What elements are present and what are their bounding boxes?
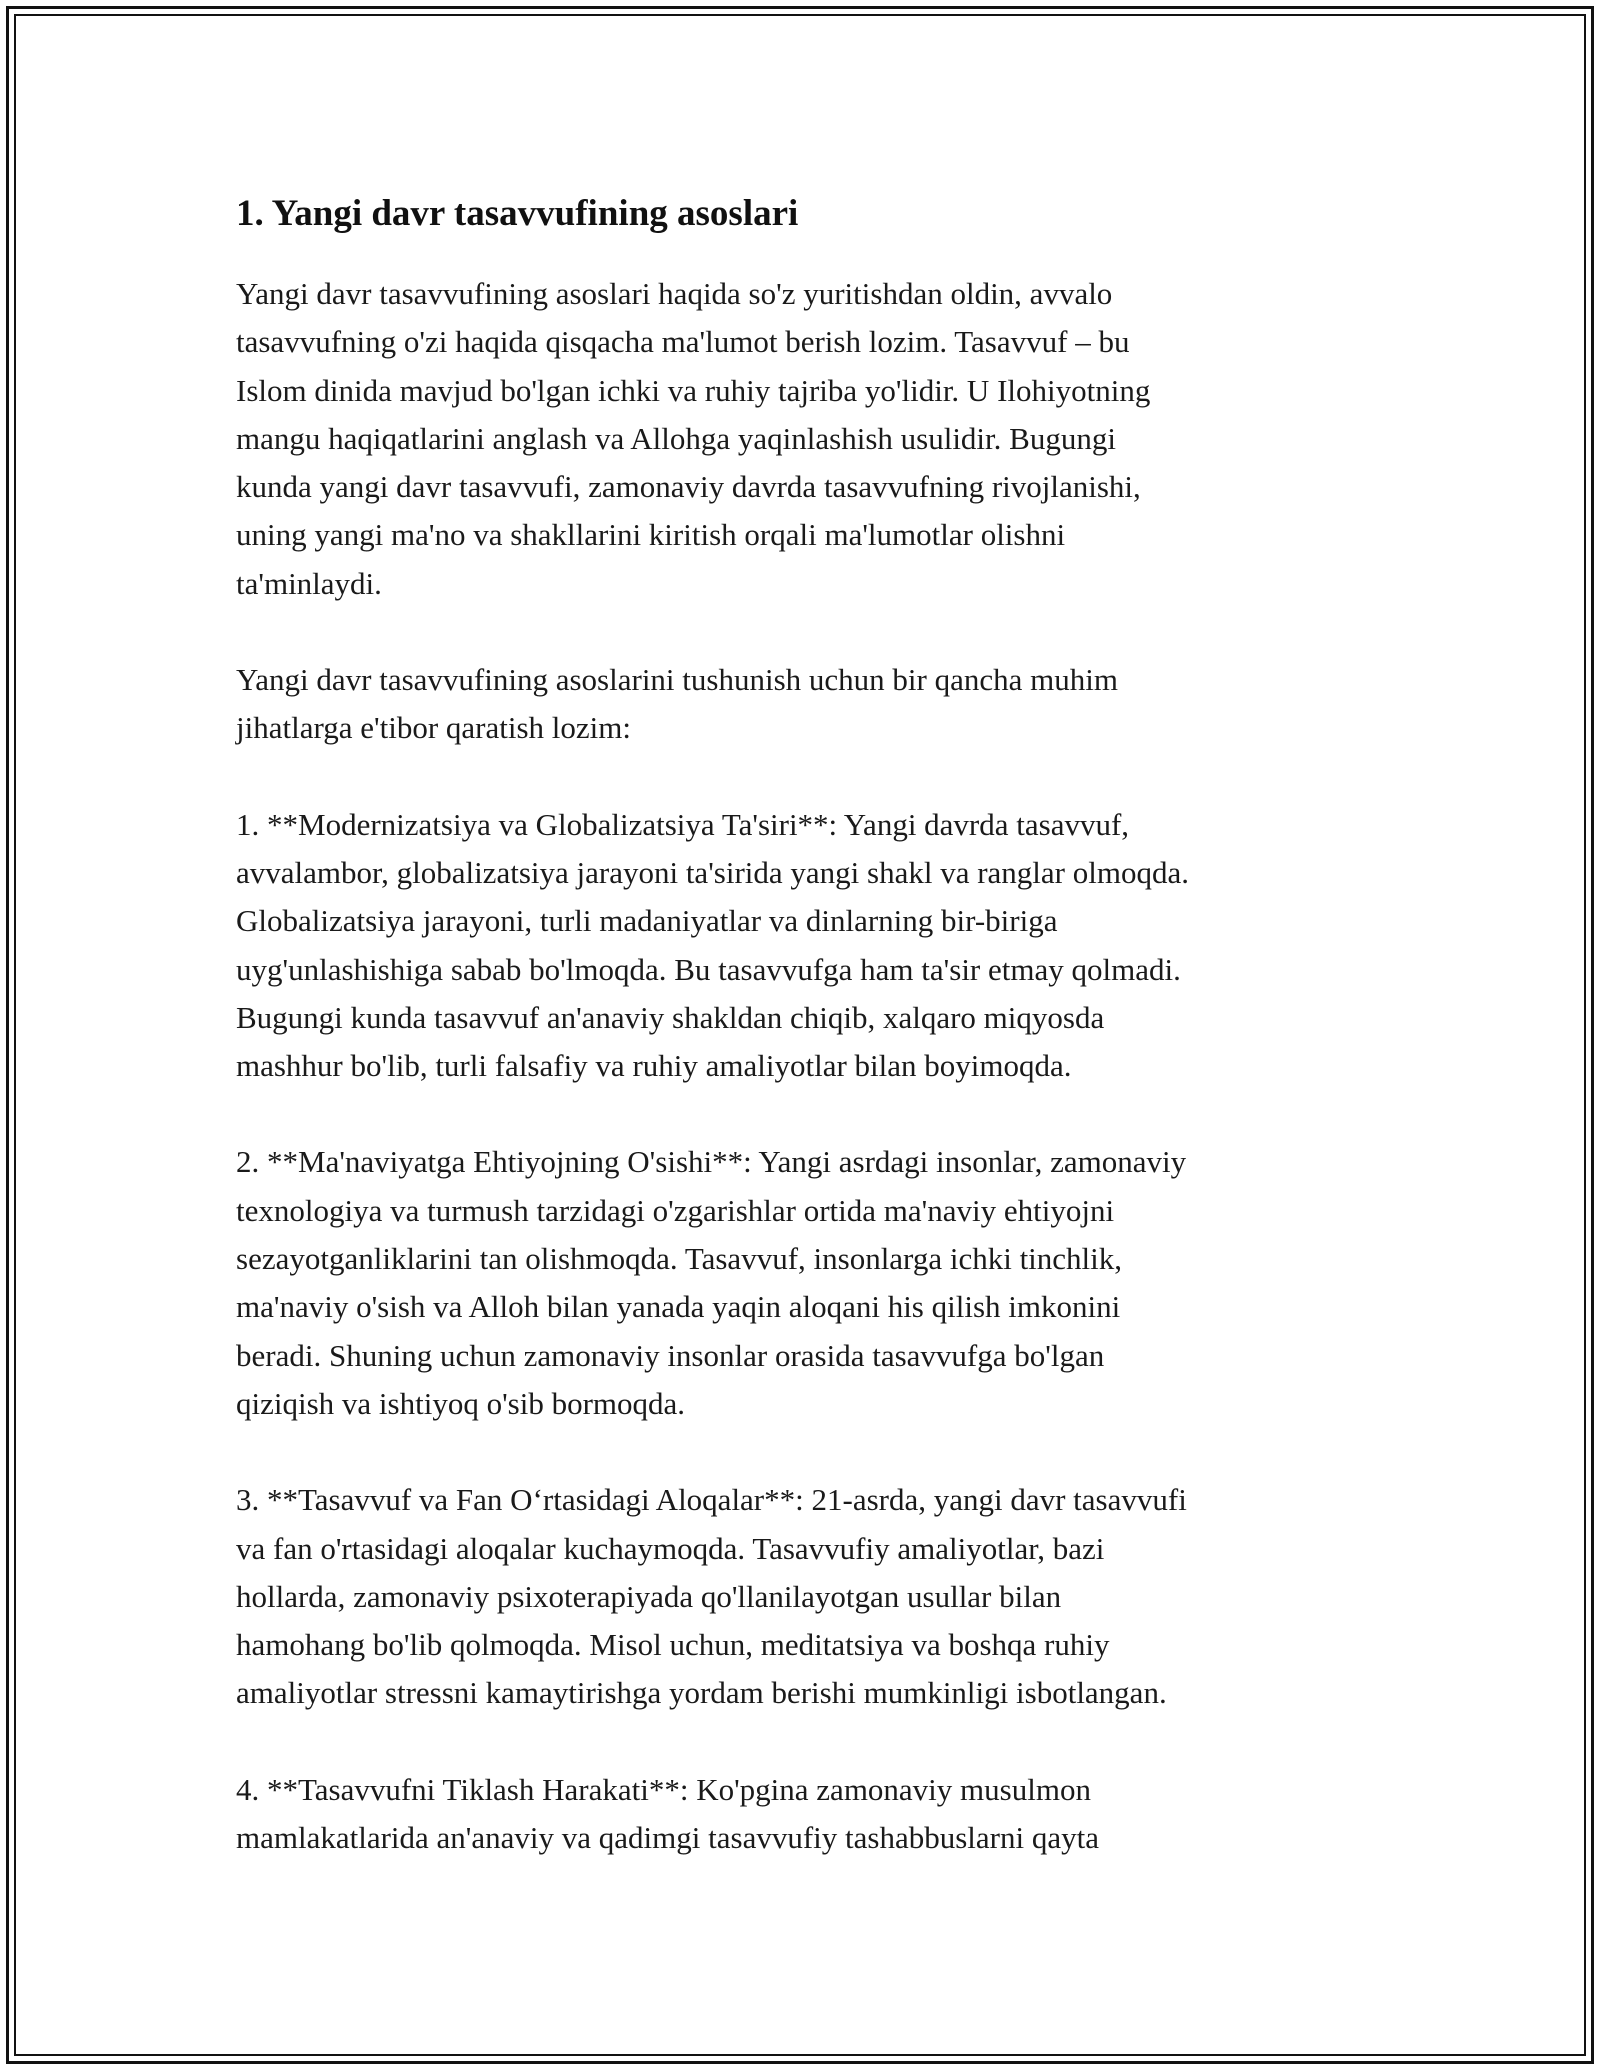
list-item-spirituality: 2. **Ma'naviyatga Ehtiyojning O'sishi**: Yangi asrdagi insonlar, zamonaviy texnologiya va turmush tarzidagi o'zgarishlar ortida ma'naviy ehtiyojni sezayotganliklarini tan olishmoqda. Tasavvuf, insonlarga ichki tinchlik, ma'naviy o'sish va Alloh bilan yanada yaqin aloqani his qilish imkonini beradi. Shuning uchun zamonaviy insonlar orasida tasavvufga bo'lgan qiziqish va ishtiyoq o'sib bormoqda. <box>236 1144 1187 1421</box>
section-heading: 1. Yangi davr tasavvufining asoslari <box>236 193 799 234</box>
list-item-revival: 4. **Tasavvufni Tiklash Harakati**: Ko'pgina zamonaviy musulmon mamlakatlarida an'anaviy va qadimgi tasavvufiy tashabbuslarni qayta <box>236 1771 1099 1856</box>
lead-in-paragraph: Yangi davr tasavvufining asoslarini tushunish uchun bir qancha muhim jihatlarga e'tibor qaratish lozim: <box>236 662 1118 746</box>
list-item-modernization: 1. **Modernizatsiya va Globalizatsiya Ta'siri**: Yangi davrda tasavvuf, avvalambor, globalizatsiya jarayoni ta'sirida yangi shakl va ranglar olmoqda. Globalizatsiya jarayoni, turli madaniyatlar va dinlarning bir-biriga uyg'unlashishiga sabab bo'lmoqda. Bu tasavvufga ham ta'sir etmay qolmadi. Bugungi kunda tasavvuf an'anaviy shakldan chiqib, xalqaro miqyosda mashhur bo'lib, turli falsafiy va ruhiy amaliyotlar bilan boyimoqda. <box>236 806 1189 1084</box>
list-item-science: 3. **Tasavvuf va Fan O‘rtasidagi Aloqalar**: 21-asrda, yangi davr tasavvufi va fan o'rtasidagi aloqalar kuchaymoqda. Tasavvufiy amaliyotlar, bazi hollarda, zamonaviy psixoterapiyada qo'llanilayotgan usullar bilan hamohang bo'lib qolmoqda. Misol uchun, meditatsiya va boshqa ruhiy amaliyotlar stressni kamaytirishga yordam berishi mumkinligi isbotlangan. <box>236 1482 1187 1711</box>
document-page <box>236 184 1386 1910</box>
intro-paragraph: Yangi davr tasavvufining asoslari haqida so'z yuritishdan oldin, avvalo tasavvufning o'zi haqida qisqacha ma'lumot berish lozim. Tasavvuf – bu Islom dinida mavjud bo'lgan ichki va ruhiy tajriba yo'lidir. U Ilohiyotning mangu haqiqatlarini anglash va Allohga yaqinlashish usulidir. Bugungi kunda yangi davr tasavvufi, zamonaviy davrda tasavvufning rivojlanishi, uning yangi ma'no va shakllarini kiritish orqali ma'lumotlar olishni ta'minlaydi. <box>236 276 1151 601</box>
